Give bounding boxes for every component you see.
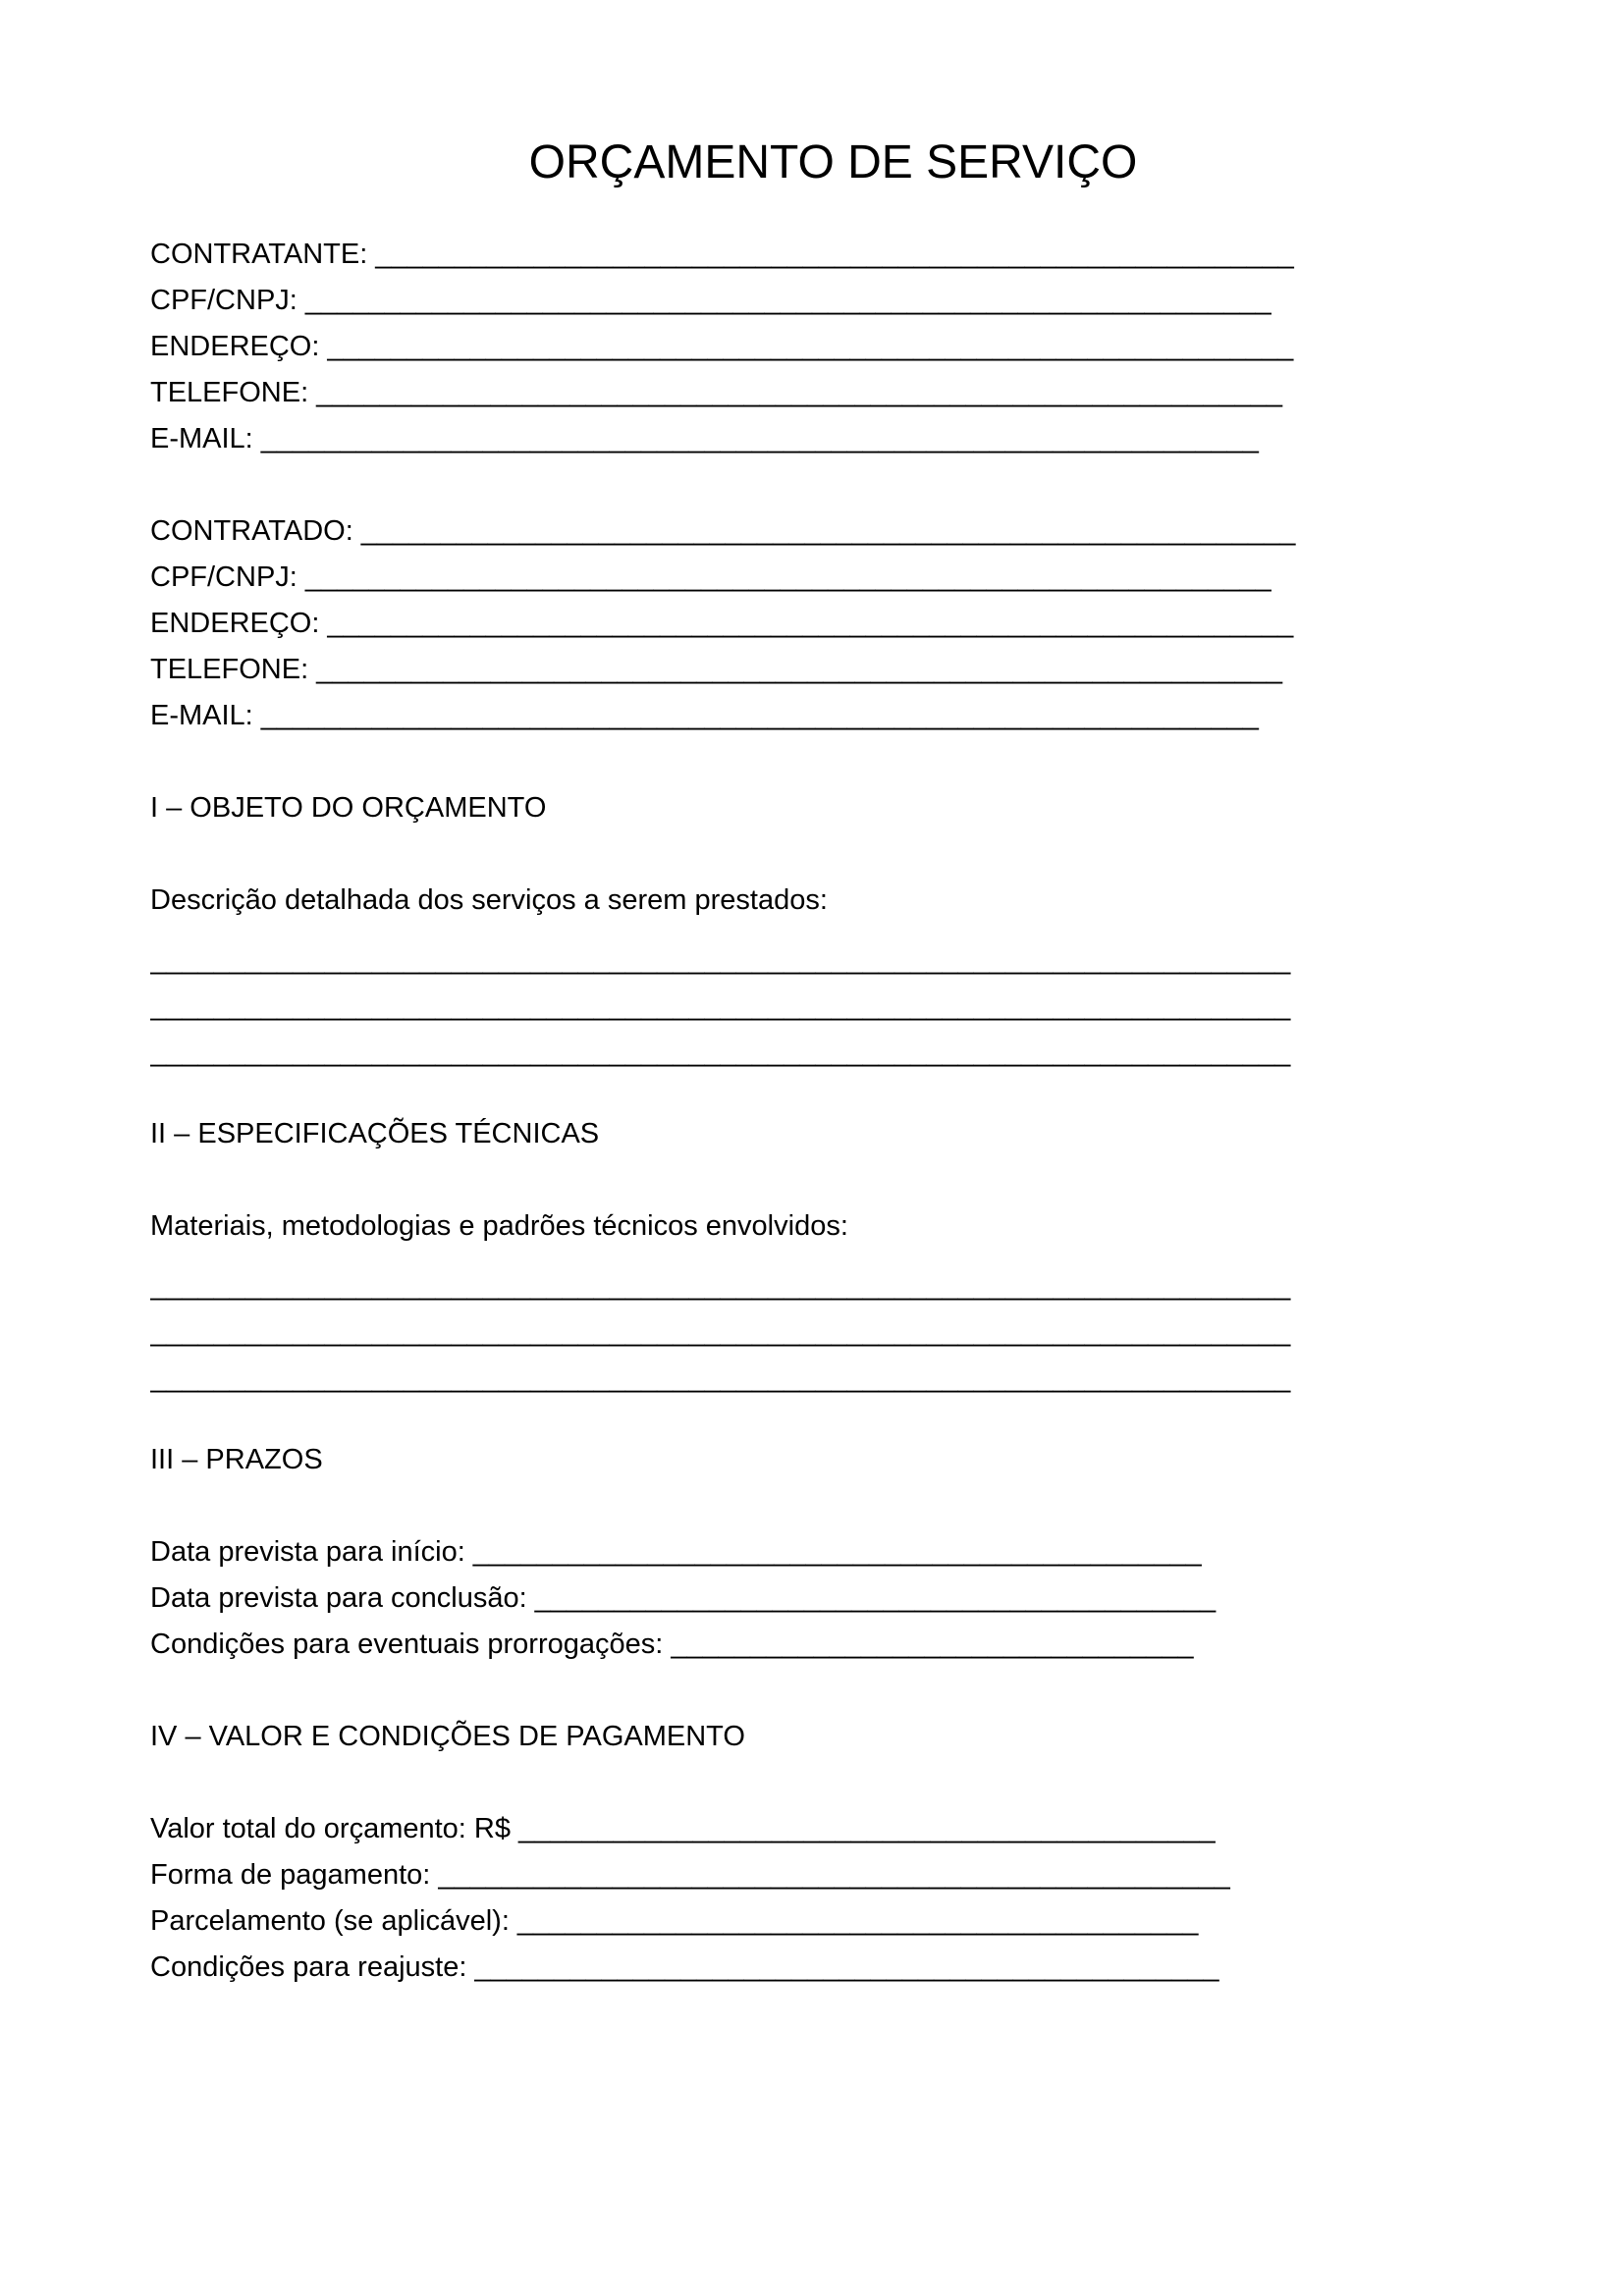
fill-in-line: __________________________________________________ (438, 1859, 1230, 1891)
field-label: Parcelamento (se aplicável): (150, 1905, 510, 1937)
fill-in-line: ___________________________________________ (534, 1582, 1217, 1614)
section-intro: Materiais, metodologias e padrões técnicos envolvidos: (150, 1210, 848, 1242)
blank-line: ________________________________________________________________________ (150, 990, 1291, 1022)
field-row-data-inicio (150, 1529, 1477, 1575)
field-label: ENDEREÇO: (150, 608, 320, 639)
field-label: CONTRATADO: (150, 515, 353, 547)
blank-line: ________________________________________________________________________ (150, 1316, 1291, 1348)
fill-in-line: _________________________________ (671, 1629, 1194, 1660)
field-label: CPF/CNPJ: (150, 561, 298, 593)
field-row-condicoes-reajuste (150, 1945, 1477, 1991)
fill-in-line: _____________________________________________________________ (316, 654, 1282, 685)
blank-line: ________________________________________________________________________ (150, 1037, 1291, 1068)
field-row-forma-pagamento (150, 1852, 1477, 1898)
field-label: E-MAIL: (150, 423, 253, 454)
page-title: ORÇAMENTO DE SERVIÇO (528, 136, 1138, 188)
fill-in-line: ___________________________________________________________ (360, 515, 1296, 547)
section-heading-valor-pagamento: IV – VALOR E CONDIÇÕES DE PAGAMENTO (150, 1721, 745, 1752)
field-label: E-MAIL: (150, 700, 253, 731)
fill-in-line: _______________________________________________ (474, 1951, 1219, 1983)
fill-in-line: _____________________________________________________________ (304, 561, 1272, 593)
fill-in-line: _____________________________________________________________ (327, 608, 1294, 639)
fill-in-line: _______________________________________________________________ (260, 700, 1259, 731)
fill-in-line: _____________________________________________________________ (327, 331, 1294, 362)
field-label: Data prevista para início: (150, 1536, 465, 1568)
field-label: TELEFONE: (150, 377, 309, 408)
field-label: Valor total do orçamento: R$ (150, 1813, 511, 1844)
section-heading-objeto: I – OBJETO DO ORÇAMENTO (150, 792, 547, 824)
field-row-contratado (150, 508, 1477, 555)
field-row-email (150, 693, 1477, 739)
field-label: Condições para reajuste: (150, 1951, 467, 1983)
field-label: CPF/CNPJ: (150, 285, 298, 316)
fill-in-line: _____________________________________________________________ (304, 285, 1272, 316)
field-row-cpf-cnpj (150, 555, 1477, 601)
blank-line: ________________________________________________________________________ (150, 944, 1291, 976)
field-row-prorrogacoes (150, 1622, 1477, 1668)
fill-in-line: _______________________________________________________________ (260, 423, 1259, 454)
blank-line: ________________________________________________________________________ (150, 1362, 1291, 1394)
field-row-endereco (150, 324, 1477, 370)
fill-in-line: ___________________________________________ (516, 1905, 1199, 1937)
field-row-telefone (150, 370, 1477, 416)
section-heading-prazos: III – PRAZOS (150, 1444, 323, 1475)
field-label: CONTRATANTE: (150, 239, 368, 270)
fill-in-line: _____________________________________________________________ (316, 377, 1282, 408)
field-row-parcelamento (150, 1898, 1477, 1945)
field-label: Data prevista para conclusão: (150, 1582, 527, 1614)
section-intro: Descrição detalhada dos serviços a serem prestados: (150, 884, 828, 916)
field-label: TELEFONE: (150, 654, 309, 685)
field-row-contratante (150, 232, 1477, 278)
field-label: Condições para eventuais prorrogações: (150, 1629, 664, 1660)
field-label: ENDEREÇO: (150, 331, 320, 362)
field-row-valor-total (150, 1806, 1477, 1852)
field-row-cpf-cnpj (150, 278, 1477, 324)
field-row-email (150, 416, 1477, 462)
field-row-telefone (150, 647, 1477, 693)
fill-in-line: ______________________________________________ (472, 1536, 1202, 1568)
blank-line: ________________________________________________________________________ (150, 1270, 1291, 1302)
fill-in-line: __________________________________________________________ (375, 239, 1294, 270)
field-row-endereco (150, 601, 1477, 647)
field-row-data-conclusao (150, 1575, 1477, 1622)
section-heading-especificacoes: II – ESPECIFICAÇÕES TÉCNICAS (150, 1118, 600, 1149)
field-label: Forma de pagamento: (150, 1859, 431, 1891)
fill-in-line: ____________________________________________ (518, 1813, 1216, 1844)
